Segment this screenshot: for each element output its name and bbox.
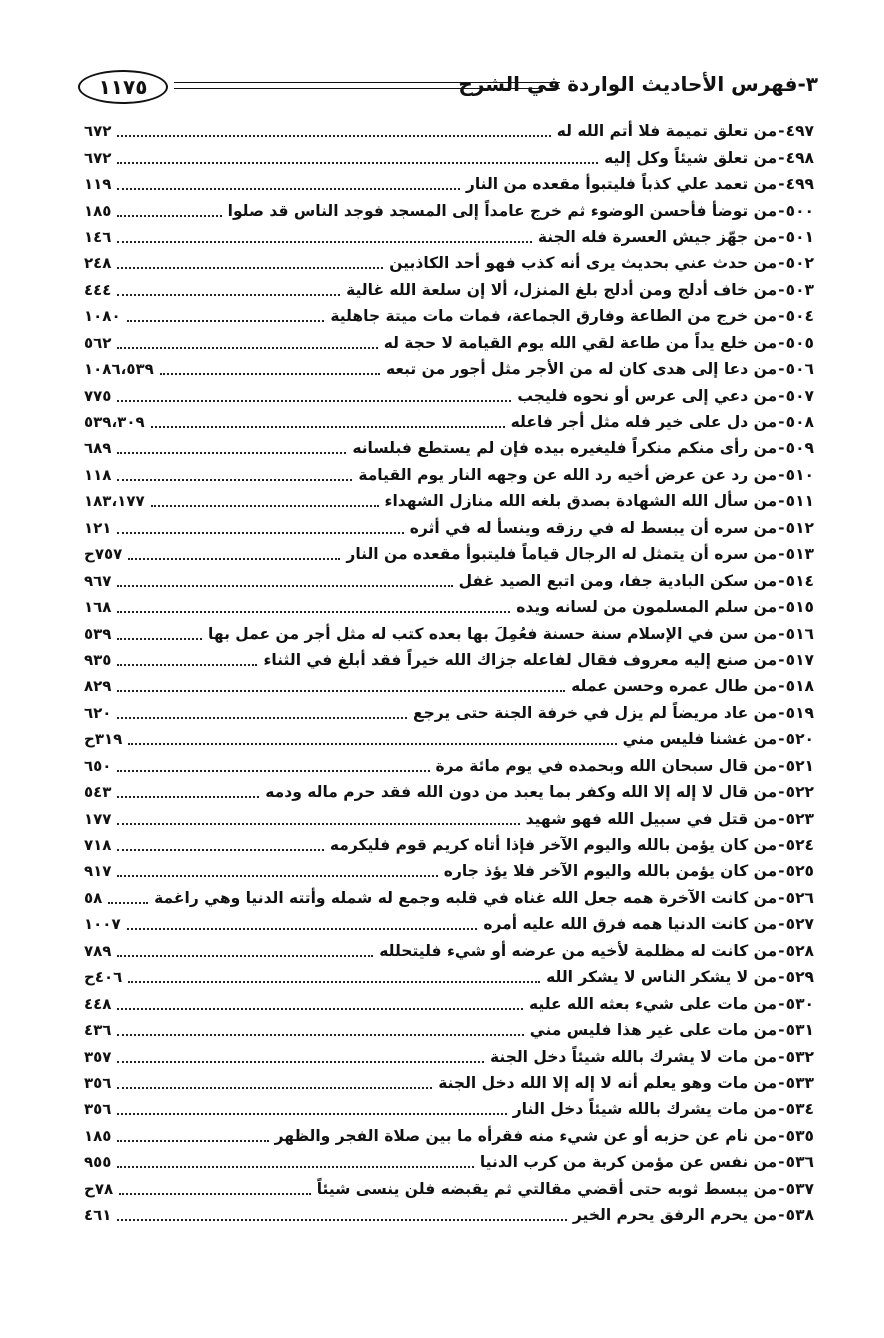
index-entry — [84, 171, 814, 197]
hadith-index-list — [84, 118, 814, 1228]
entry-text: من تعلق تميمة فلا أتم الله له — [556, 122, 778, 141]
entry-dash: - — [778, 465, 785, 484]
entry-text: من مات وهو يعلم أنه لا إله إلا الله دخل الجنة — [438, 1073, 778, 1092]
dot-leader — [117, 267, 383, 269]
dot-leader — [117, 823, 519, 825]
index-entry — [84, 726, 814, 752]
dot-leader — [117, 452, 346, 454]
entry-dash: - — [778, 783, 785, 802]
entry-text: من رد عن عرض أخيه رد الله عن وجهه النار يوم القيامة — [358, 465, 778, 484]
entry-text: من خلع يداً من طاعة لقي الله يوم القيامة لا حجة له — [383, 333, 778, 352]
entry-page-ref: ١٧٧ — [84, 809, 112, 828]
entry-page-ref: ١٤٦ — [84, 227, 112, 246]
entry-number: ٥٢٣ — [785, 809, 814, 828]
entry-dash: - — [778, 703, 785, 722]
entry-page-ref: ٩٥٥ — [84, 1153, 112, 1172]
entry-page-ref: ٨٢٩ — [84, 677, 112, 696]
entry-dash: - — [778, 650, 785, 669]
index-entry — [84, 1043, 814, 1069]
entry-number: ٥١٥ — [785, 598, 814, 617]
index-entry — [84, 541, 814, 567]
index-entry — [84, 620, 814, 646]
entry-text: من حدث عني بحديث يرى أنه كذب فهو أحد الكاذبين — [389, 254, 778, 273]
entry-dash: - — [778, 994, 785, 1013]
index-entry — [84, 330, 814, 356]
dot-leader — [117, 611, 510, 613]
entry-dash: - — [778, 968, 785, 987]
entry-page-ref: ١٠٠٧ — [84, 915, 121, 934]
dot-leader — [117, 1219, 566, 1221]
entry-number: ٥٢٨ — [785, 941, 814, 960]
entry-text: من مات على غير هذا فليس مني — [529, 1021, 778, 1040]
entry-page-ref: ٦٨٩ — [84, 439, 112, 458]
page-header — [78, 68, 818, 108]
entry-number: ٥٢٩ — [785, 968, 814, 987]
dot-leader — [117, 770, 429, 772]
index-entry — [84, 277, 814, 303]
entry-page-ref: ١١٩ — [84, 175, 112, 194]
entry-page-ref: ٩٦٧ — [84, 571, 112, 590]
entry-dash: - — [778, 227, 785, 246]
entry-text: من خاف أدلج ومن أدلج بلغ المنزل، ألا إن سلعة الله غالية — [346, 280, 778, 299]
entry-number: ٥٠٤ — [785, 307, 814, 326]
index-entry — [84, 964, 814, 990]
entry-text: من كان يؤمن بالله واليوم الآخر فلا يؤذ جاره — [443, 862, 778, 881]
entry-dash: - — [778, 122, 785, 141]
entry-page-ref: ٧٥٧ح — [84, 545, 123, 564]
entry-dash: - — [778, 1073, 785, 1092]
entry-page-ref: ٦٧٢ — [84, 148, 112, 167]
entry-text: من مات على شيء بعثه الله عليه — [529, 994, 778, 1013]
entry-page-ref: ٧١٨ — [84, 836, 112, 855]
entry-dash: - — [778, 307, 785, 326]
dot-leader — [117, 135, 550, 137]
entry-dash: - — [778, 809, 785, 828]
dot-leader — [151, 426, 505, 428]
entry-text: من رأى منكم منكراً فليغيره بيده فإن لم يستطع فبلسانه — [352, 439, 778, 458]
entry-number: ٥٢٢ — [785, 783, 814, 802]
entry-text: من صنع إليه معروف فقال لفاعله جزاك الله خيراً فقد أبلغ في الثناء — [263, 650, 778, 669]
dot-leader — [117, 241, 531, 243]
index-entry — [84, 647, 814, 673]
index-entry — [84, 594, 814, 620]
dot-leader — [117, 347, 377, 349]
index-entry — [84, 303, 814, 329]
entry-text: من سن في الإسلام سنة حسنة فعُمِلَ بها بعده كتب له مثل أجر من عمل بها — [208, 624, 778, 643]
entry-page-ref: ١١٨ — [84, 465, 112, 484]
index-entry — [84, 382, 814, 408]
dot-leader — [117, 1140, 268, 1142]
entry-dash: - — [778, 148, 785, 167]
entry-number: ٥٠٠ — [785, 201, 814, 220]
index-entry — [84, 197, 814, 223]
entry-dash: - — [778, 333, 785, 352]
entry-dash: - — [778, 254, 785, 273]
entry-number: ٥١٦ — [785, 624, 814, 643]
index-entry — [84, 567, 814, 593]
entry-dash: - — [778, 201, 785, 220]
entry-dash: - — [778, 836, 785, 855]
entry-number: ٥٢٥ — [785, 862, 814, 881]
entry-text: من دل على خير فله مثل أجر فاعله — [510, 413, 778, 432]
index-entry — [84, 515, 814, 541]
entry-text: من مات لا يشرك بالله شيئاً دخل الجنة — [489, 1047, 778, 1066]
entry-number: ٥١٠ — [785, 465, 814, 484]
entry-dash: - — [778, 915, 785, 934]
entry-dash: - — [778, 624, 785, 643]
index-entry — [84, 700, 814, 726]
entry-text: من سكن البادية جفا، ومن اتبع الصيد غفل — [458, 571, 778, 590]
dot-leader — [117, 717, 407, 719]
entry-dash: - — [778, 439, 785, 458]
entry-text: من عاد مريضاً لم يزل في خرفة الجنة حتى يرجع — [413, 703, 778, 722]
index-entry — [84, 779, 814, 805]
entry-page-ref: ٤٠٦ح — [84, 968, 123, 987]
entry-page-ref: ٩٣٥ — [84, 650, 112, 669]
entry-page-ref: ٤٦١ — [84, 1206, 112, 1225]
entry-text: من سأل الله الشهادة بصدق بلغه الله منازل الشهداء — [384, 492, 778, 511]
dot-leader — [117, 1166, 473, 1168]
dot-leader — [117, 188, 459, 190]
entry-page-ref: ٦٥٠ — [84, 756, 112, 775]
entry-number: ٥١٨ — [785, 677, 814, 696]
entry-page-ref: ١٠٨٠ — [84, 307, 121, 326]
entry-text: من لا يشكر الناس لا يشكر الله — [546, 968, 778, 987]
entry-dash: - — [778, 1047, 785, 1066]
index-entry — [84, 805, 814, 831]
entry-dash: - — [778, 1206, 785, 1225]
dot-leader — [108, 902, 148, 904]
dot-leader — [151, 505, 379, 507]
entry-number: ٥٢١ — [785, 756, 814, 775]
entry-dash: - — [778, 545, 785, 564]
entry-text: من نفس عن مؤمن كربة من كرب الدنيا — [479, 1153, 778, 1172]
index-entry — [84, 885, 814, 911]
entry-text: من سره أن يتمثل له الرجال قياماً فليتبوأ مقعده من النار — [346, 545, 778, 564]
entry-dash: - — [778, 941, 785, 960]
dot-leader — [117, 1034, 523, 1036]
entry-text: من مات يشرك بالله شيئاً دخل النار — [512, 1100, 778, 1119]
entry-number: ٥٣١ — [785, 1021, 814, 1040]
entry-number: ٥٠٥ — [785, 333, 814, 352]
entry-page-ref: ٥٤٣ — [84, 783, 112, 802]
entry-text: من نام عن حزبه أو عن شيء منه فقرأه ما بين صلاة الفجر والظهر — [274, 1126, 778, 1145]
entry-number: ٥١٤ — [785, 571, 814, 590]
dot-leader — [117, 1087, 432, 1089]
index-entry — [84, 144, 814, 170]
index-entry — [84, 832, 814, 858]
page-number: ١١٧٥ — [78, 70, 168, 104]
index-entry — [84, 938, 814, 964]
dot-leader — [128, 981, 540, 983]
dot-leader — [117, 162, 598, 164]
entry-page-ref: ٧٧٥ — [84, 386, 112, 405]
entry-page-ref: ٩١٧ — [84, 862, 112, 881]
entry-page-ref: ٥٨ — [84, 888, 103, 907]
index-entry — [84, 753, 814, 779]
entry-text: من تعمد علي كذباً فليتبوأ مقعده من النار — [465, 175, 778, 194]
entry-number: ٥١٧ — [785, 650, 814, 669]
entry-dash: - — [778, 571, 785, 590]
dot-leader — [117, 796, 259, 798]
entry-page-ref: ١٨٥ — [84, 201, 112, 220]
index-entry — [84, 118, 814, 144]
entry-page-ref: ١٢١ — [84, 518, 112, 537]
dot-leader — [117, 294, 340, 296]
index-entry — [84, 1096, 814, 1122]
entry-dash: - — [778, 1021, 785, 1040]
entry-text: من طال عمره وحسن عمله — [571, 677, 778, 696]
entry-dash: - — [778, 175, 785, 194]
dot-leader — [117, 1008, 523, 1010]
entry-dash: - — [778, 730, 785, 749]
entry-number: ٥٢٦ — [785, 888, 814, 907]
entry-page-ref: ٧٨٩ — [84, 941, 112, 960]
entry-page-ref: ٥٣٩ — [84, 624, 112, 643]
entry-number: ٥١٣ — [785, 545, 814, 564]
entry-number: ٥٠١ — [785, 227, 814, 246]
index-entry — [84, 911, 814, 937]
entry-number: ٥٣٤ — [785, 1100, 814, 1119]
index-entry — [84, 409, 814, 435]
entry-dash: - — [778, 1126, 785, 1145]
entry-text: من قال سبحان الله وبحمده في يوم مائة مرة — [435, 756, 778, 775]
index-entry — [84, 990, 814, 1016]
entry-number: ٥٣٥ — [785, 1126, 814, 1145]
entry-page-ref: ٦٧٢ — [84, 122, 112, 141]
entry-number: ٥٣٠ — [785, 994, 814, 1013]
entry-number: ٥٢٤ — [785, 836, 814, 855]
entry-dash: - — [778, 598, 785, 617]
entry-number: ٥٣٨ — [785, 1206, 814, 1225]
entry-dash: - — [778, 413, 785, 432]
entry-number: ٥٠٢ — [785, 254, 814, 273]
entry-page-ref: ٣٥٧ — [84, 1047, 112, 1066]
index-entry — [84, 1070, 814, 1096]
entry-page-ref: ٣٥٦ — [84, 1100, 112, 1119]
dot-leader — [117, 532, 403, 534]
entry-text: من جهّز جيش العسرة فله الجنة — [537, 227, 778, 246]
dot-leader — [117, 479, 352, 481]
entry-page-ref: ١٦٨ — [84, 598, 112, 617]
index-entry — [84, 356, 814, 382]
dot-leader — [117, 638, 202, 640]
entry-page-ref: ٤٤٤ — [84, 280, 112, 299]
dot-leader — [127, 320, 325, 322]
dot-leader — [117, 955, 373, 957]
entry-text: من دعي إلى عرس أو نحوه فليجب — [517, 386, 778, 405]
entry-dash: - — [778, 518, 785, 537]
dot-leader — [127, 928, 478, 930]
entry-number: ٥٢٧ — [785, 915, 814, 934]
entry-text: من يبسط ثوبه حتى أقضي مقالتي ثم يقبضه فلن ينسى شيئاً — [316, 1179, 778, 1198]
entry-number: ٥٠٣ — [785, 280, 814, 299]
index-entry — [84, 1176, 814, 1202]
entry-page-ref: ٧٨ح — [84, 1179, 114, 1198]
dot-leader — [117, 875, 437, 877]
entry-text: من دعا إلى هدى كان له من الأجر مثل أجور من تبعه — [385, 360, 778, 379]
entry-text: من غشنا فليس مني — [622, 730, 778, 749]
entry-dash: - — [778, 492, 785, 511]
entry-text: من خرج من الطاعة وفارق الجماعة، فمات مات ميتة جاهلية — [330, 307, 778, 326]
entry-dash: - — [778, 1179, 785, 1198]
entry-page-ref: ٢٤٨ — [84, 254, 112, 273]
entry-dash: - — [778, 360, 785, 379]
index-entry — [84, 1149, 814, 1175]
entry-text: من كانت الدنيا همه فرق الله عليه أمره — [483, 915, 778, 934]
entry-number: ٤٩٧ — [785, 122, 814, 141]
entry-page-ref: ٤٤٨ — [84, 994, 112, 1013]
entry-number: ٥٠٨ — [785, 413, 814, 432]
entry-number: ٥٣٣ — [785, 1073, 814, 1092]
dot-leader — [128, 558, 340, 560]
dot-leader — [117, 1113, 506, 1115]
entry-page-ref: ١٨٣،١٧٧ — [84, 492, 145, 511]
index-entry — [84, 673, 814, 699]
entry-page-ref: ٤٣٦ — [84, 1021, 112, 1040]
entry-text: من يحرم الرفق يحرم الخير — [572, 1206, 778, 1225]
entry-page-ref: ٥٣٩،٣٠٩ — [84, 413, 145, 432]
dot-leader — [117, 664, 257, 666]
dot-leader — [117, 215, 221, 217]
entry-page-ref: ٣١٩ح — [84, 730, 123, 749]
entry-dash: - — [778, 756, 785, 775]
dot-leader — [117, 690, 565, 692]
index-entry — [84, 1123, 814, 1149]
dot-leader — [117, 585, 452, 587]
entry-page-ref: ٣٥٦ — [84, 1073, 112, 1092]
entry-text: من كان يؤمن بالله واليوم الآخر فإذا أتاه كريم قوم فليكرمه — [329, 836, 778, 855]
entry-number: ٥١٢ — [785, 518, 814, 537]
entry-page-ref: ١٠٨٦،٥٣٩ — [84, 360, 154, 379]
entry-number: ٥٠٦ — [785, 360, 814, 379]
entry-dash: - — [778, 1100, 785, 1119]
entry-text: من كانت له مظلمة لأخيه من عرضه أو شيء فليتحلله — [379, 941, 778, 960]
entry-dash: - — [778, 280, 785, 299]
entry-text: من قال لا إله إلا الله وكفر بما يعبد من دون الله فقد حرم ماله ودمه — [265, 783, 778, 802]
entry-number: ٥٢٠ — [785, 730, 814, 749]
index-entry — [84, 488, 814, 514]
entry-text: من سره أن يبسط له في رزقه وينسأ له في أثره — [409, 518, 778, 537]
entry-number: ٥٣٧ — [785, 1179, 814, 1198]
entry-dash: - — [778, 386, 785, 405]
dot-leader — [119, 1193, 311, 1195]
entry-page-ref: ١٨٥ — [84, 1126, 112, 1145]
dot-leader — [128, 743, 616, 745]
index-entry — [84, 224, 814, 250]
entry-number: ٥٣٢ — [785, 1047, 814, 1066]
entry-number: ٥٣٦ — [785, 1153, 814, 1172]
entry-number: ٤٩٩ — [785, 175, 814, 194]
page-title: ٣-فهرس الأحاديث الواردة في الشرح — [458, 72, 818, 96]
dot-leader — [117, 1061, 484, 1063]
entry-dash: - — [778, 862, 785, 881]
entry-dash: - — [778, 1153, 785, 1172]
entry-number: ٥١٩ — [785, 703, 814, 722]
dot-leader — [160, 373, 380, 375]
entry-text: من كانت الآخرة همه جعل الله غناه في قلبه وجمع له شمله وأتته الدنيا وهي راغمة — [154, 888, 778, 907]
dot-leader — [117, 400, 511, 402]
entry-text: من تعلق شيئاً وكل إليه — [604, 148, 778, 167]
index-entry — [84, 462, 814, 488]
index-entry — [84, 435, 814, 461]
index-entry — [84, 858, 814, 884]
entry-number: ٥١١ — [785, 492, 814, 511]
entry-number: ٥٠٧ — [785, 386, 814, 405]
entry-text: من قتل في سبيل الله فهو شهيد — [525, 809, 778, 828]
entry-dash: - — [778, 677, 785, 696]
index-entry — [84, 250, 814, 276]
dot-leader — [117, 849, 323, 851]
index-entry — [84, 1017, 814, 1043]
entry-number: ٥٠٩ — [785, 439, 814, 458]
entry-text: من سلم المسلمون من لسانه ويده — [516, 598, 778, 617]
entry-number: ٤٩٨ — [785, 148, 814, 167]
entry-page-ref: ٥٦٢ — [84, 333, 112, 352]
entry-text: من توضأ فأحسن الوضوء ثم خرج عامداً إلى المسجد فوجد الناس قد صلوا — [227, 201, 778, 220]
entry-page-ref: ٦٢٠ — [84, 703, 112, 722]
index-entry — [84, 1202, 814, 1228]
entry-dash: - — [778, 888, 785, 907]
